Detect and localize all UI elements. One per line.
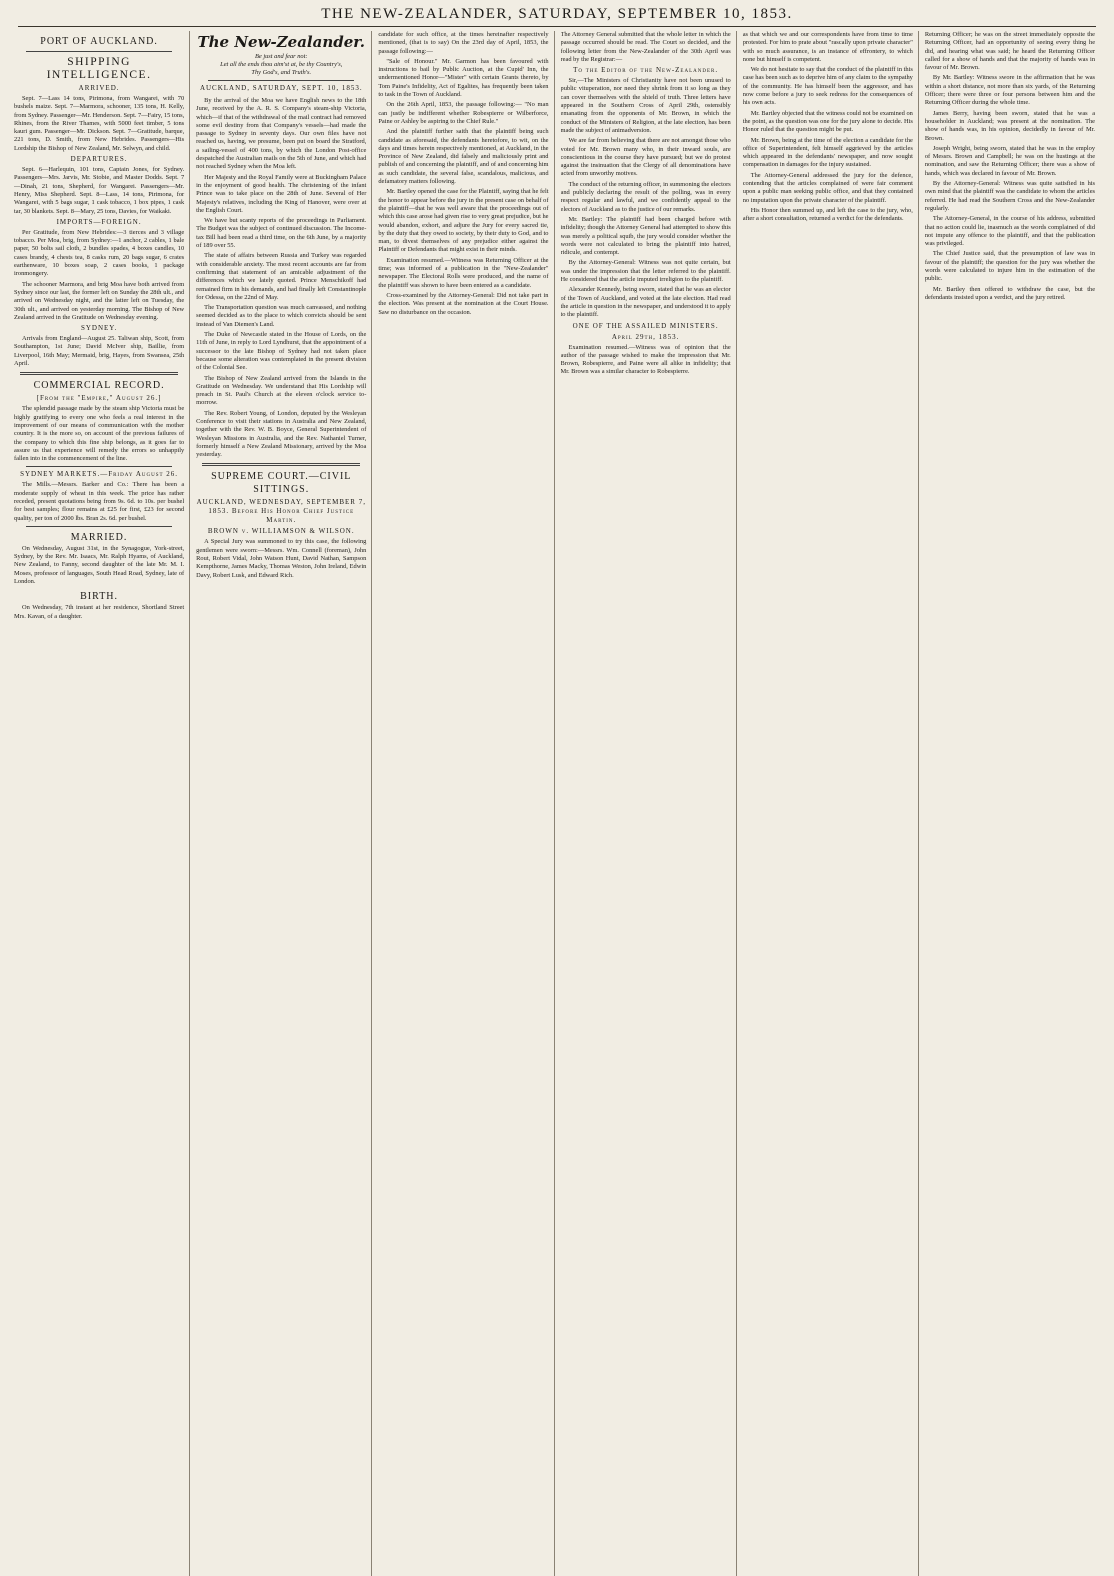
editorial-paragraph: Her Majesty and the Royal Family were at Buckingham Palace in the enjoyment of good health. The christening of the infant Prince was to take place on the 28th of June. Several of Her Majesty's relatives, including the King of Hanover, were over at the English Court. <box>196 173 367 214</box>
markets-text: The Mills.—Messrs. Barker and Co.: There has been a moderate supply of wheat in this week. The price has rather receded, present quotations being from 9s. 6d. to 10s. per bushel for best samples; flour remains at £25 for first, £23 for second quality, per ton of 2000 lbs. Bran 2s. 6d. per bushel. <box>14 481 185 522</box>
paper-name: The New-Zealander. <box>197 33 366 51</box>
port-title: PORT OF AUCKLAND. <box>40 36 158 47</box>
columns <box>14 31 1100 1576</box>
article-paragraph: His Honor then summed up, and left the case to the jury, who, after a short consultation, returned a verdict for the defendants. <box>742 206 913 223</box>
court-subtitle: AUCKLAND, WEDNESDAY, SEPTEMBER 7, 1853. Before His Honor Chief Justice Martin. <box>196 498 366 525</box>
arrived-text: Sept. 7—Lass 14 tons, Pirimona, from Wangarei, with 70 bushels maize. Sept. 7—Marmora, schooner, 135 tons, H. Kelly, from Sydney. Passenger—Mr. Henderson. Sept. 7—Fairy, 15 tons, Rhines, from the River Thames, with 5000 feet timber, 5 tons kauri gum. Passenger—Mr. Dickson. Sept. 7—Gratitude, barque, 221 tons, D. Smith, from New Hebrides. Passengers—His Lordship the Bishop of New Zealand, Mr. Selwyn, and child. <box>14 95 185 152</box>
column-2 <box>196 31 372 1576</box>
article-paragraph: We do not hesitate to say that the conduct of the plaintiff in this case has been such as to deprive him of any claim to the sympathy of the community. He has himself been the aggressor, and has now come before a jury to seek redress for the consequences of his own acts. <box>742 66 913 107</box>
divider <box>202 463 360 466</box>
imports-heading: IMPORTS—FOREIGN. <box>56 217 142 226</box>
article-paragraph: We are far from believing that there are not amongst those who voted for Mr. Brown many who, in their inward souls, are conscientious in the course they have pursued; but we do protest against the insinuation that the Clergy of all denominations have acted from unworthy motives. <box>560 137 731 178</box>
article-paragraph: The Chief Justice said, that the presumption of law was in favour of the plaintiff; the question for the jury was whether the words were calculated to injure him in the estimation of the public. <box>924 250 1096 283</box>
column-3 <box>378 31 554 1576</box>
sydney-text: Arrivals from England—August 25. Taliwan ship, Scott, from Southampton, 1st June; David McIver ship, Baillie, from Liverpool, 16th May; Mermaid, brig, Hayes, from Swansea, 25th April. <box>14 335 185 368</box>
married-title: MARRIED. <box>70 531 128 543</box>
commercial-text: The splendid passage made by the steam ship Victoria must be highly gratifying to every one who feels a real interest in the improvement of our means of communication with the mother country. It is the more so, on account of the previous failures of the company to which this fine ship belongs, as it goes far to assure us that experience will remedy the errors so unhappily fallen into in the commencement of the line. <box>14 405 185 463</box>
editorial-paragraph: The state of affairs between Russia and Turkey was regarded with considerable anxiety. The most recent accounts are far from confirming that statement of an amicable adjustment of the differences which we lately quoted. Prince Menschikoff had remained firm in his demands, and had finally left Constantinople for Odessa, on the 22nd of May. <box>196 252 367 301</box>
commercial-title: COMMERCIAL RECORD. <box>33 380 165 392</box>
editorial-paragraph: By the arrival of the Moa we have English news to the 18th June, received by the A. R. S. Company's steam-ship Victoria, which—if that of the withdrawal of the mail contract had removed some evil destiny from that Company's vessels—had made the passage to Sydney in seventy days. Our own files have not reached us, having, we presume, been put on board the Stratford, a sailing-vessel of 400 tons, by which the London Post-office despatched the Australian mails on the 5th of June, and which had not reached Sydney when the Moa left. <box>196 97 367 171</box>
editorial-paragraph: The Rev. Robert Young, of London, deputed by the Wesleyan Conference to visit their stations in Australia and New Zealand, together with the Rev. W. B. Boyce, General Superintendent of Wesleyan Missions in Australia, and the Rev. Nathaniel Turner, formerly himself a New Zealand Missionary, arrived by the Moa yesterday. <box>196 409 367 459</box>
divider <box>26 466 172 467</box>
sydney-heading: SYDNEY. <box>80 324 118 333</box>
running-masthead: THE NEW-ZEALANDER, SATURDAY, SEPTEMBER 10, 1853. <box>18 6 1096 27</box>
shipping-title: SHIPPING INTELLIGENCE. <box>46 56 152 81</box>
article-paragraph: candidate for such office, at the times hereinafter respectively mentioned, (that is to say) On the 23rd day of April, 1853, the passage following:— <box>378 31 549 55</box>
letter-title: To the Editor of the New-Zealander. <box>573 66 719 75</box>
motto-line-2: Let all the ends thou aim'st at, be thy Country's, <box>220 61 343 68</box>
departures-text: Sept. 6—Harlequin, 101 tons, Captain Jones, for Sydney. Passengers—Mrs. Jarvis, Mr. Stobie, and Master Dodds. Sept. 7—Dinah, 21 tons, Shepherd, for Wangarei. Passengers—Mr. Henry, Miss Shepherd. Sept. 8—Lass, 14 tons, Pirimona, for Wangarei, with 5 bags sugar, 1 cask tobacco, 1 box pipes, 1 cask tar, 30 blankets. Sept. 8—Mary, 25 tons, Davies, for Waikaki. <box>14 166 185 215</box>
birth-title: BIRTH. <box>80 591 119 603</box>
article-paragraph: Examination resumed.—Witness was of opinion that the author of the passage wished to make the impression that Mr. Brown, Robespierre, and Paine were all alike in infidelity; that Mr. Brown was a similar character to Robespierre. <box>560 343 731 376</box>
article-paragraph: "Sale of Honour." Mr. Garmon has been favoured with instructions to bail by Public Auction, at the Cupid' Inn, the undermentioned Honor—"Mister" with certain Grants thereto, by Tom Paine's Infidelity, Act of Egalites, has frequently been taken to task in the Town of Auckland. <box>378 57 549 99</box>
article-paragraph: Examination resumed.—Witness was Returning Officer at the time; was informed of a publication in the "New-Zealander" newspaper. The Electoral Rolls were produced, and the name of the plaintiff was shown to have been entered as a candidate. <box>378 256 549 289</box>
birth-text: On Wednesday, 7th instant at her residence, Shortland Street Mrs. Kavan, of a daughter. <box>14 604 185 620</box>
ministers-date: April 29th, 1853. <box>611 332 680 341</box>
article-paragraph: By the Attorney-General: Witness was quite satisfied in his own mind that the plaintiff was the candidate to whom the articles referred. He had read the Southern Cross and the New-Zealander regularly. <box>924 180 1096 212</box>
arrived-heading: ARRIVED. <box>78 84 120 92</box>
article-paragraph: as that which we and our correspondents have from time to time protested. For him to prate about "rascally upon private character" with so much assurance, is an instance of effrontery, to which none but himself is competent. <box>742 31 913 63</box>
divider <box>26 526 172 527</box>
article-paragraph: Cross-examined by the Attorney-General: Did not take part in the election. Was present at the nomination at the Court House. Saw no disturbance on the occasion. <box>378 291 549 316</box>
article-paragraph: Sir,—The Ministers of Christianity have not been unused to public vituperation, nor need they shrink from it so long as they can cover themselves with the shield of truth. Three letters have appeared in the Southern Cross of April 29th, ostensibly emanating from the opponents of Mr. Brown, in which the conduct of the Ministers of Religion, at the late election, has been made the subject of animadversion. <box>560 77 731 134</box>
married-text: On Wednesday, August 31st, in the Synagogue, York-street, Sydney, by the Rev. Mr. Isaacs, Mr. Ralph Hyams, of Auckland, New Zealand, to Fanny, second daughter of the late Mr. M. I. Moses, professor of languages, South Head Road, Sydney, late of London. <box>14 544 185 586</box>
article-paragraph: Returning Officer; he was on the street immediately opposite the Returning Officer, had an opportunity of seeing every thing he did, and hearing what was said; he heard the Returning Officer called for a show of hands and that the majority of hands was in favour of Mr. Brown. <box>924 31 1096 72</box>
editorial-paragraph: The Bishop of New Zealand arrived from the Islands in the Gratitude on Wednesday. We understand that His Lordship will preach in St. Paul's Church at the eleven o'clock service to-morrow. <box>196 374 367 407</box>
article-paragraph: Mr. Bartley objected that the witness could not be examined on the point, as the question was one for the jury alone to decide. His Honor ruled that the question might be put. <box>742 109 913 134</box>
court-text: A Special Jury was summoned to try this case, the following gentlemen were sworn:—Messrs. Wm. Connell (foreman), John Rout, Robert Vidal, John Watson Hunt, David Nathan, Sampson Kempthorne, James Macky, Thomas Weston, John Ireland, Edwin Davy, Robert Lusk, and Edward Rich. <box>196 538 367 579</box>
article-paragraph: The Attorney-General addressed the jury for the defence, contending that the articles complained of were fair comment upon a public man seeking public office, and that they contained no imputation upon the private character of the plaintiff. <box>742 171 913 204</box>
article-paragraph: On the 26th April, 1853, the passage following:— "No man can justly be indifferent whether Robespierre or Wilberforce, Paine or Ashley be aspiring to the Chief Rule." <box>378 101 549 125</box>
article-paragraph: The Attorney General submitted that the whole letter in which the passage occurred should be read. The Court so decided, and the following letter from the New-Zealander of the 30th April was read by the Registrar:— <box>560 31 731 63</box>
article-paragraph: And the plaintiff further saith that the plaintiff being such candidate as aforesaid, the defendants heretofore, to wit, on the days and times herein respectively mentioned, at Auckland, in the Province of New Zealand, did falsely and maliciously print and publish of and concerning the plaintiff, and of and concerning him as such candidate, the several false, scandalous, malicious, and defamatory matters following. <box>378 128 549 186</box>
column-5 <box>743 31 919 1576</box>
markets-heading: SYDNEY MARKETS.—Friday August 26. <box>20 470 179 479</box>
motto-line-1: Be just and fear not: <box>254 53 308 60</box>
article-paragraph: James Berry, having been sworn, stated that he was a householder in Auckland; was present at the nomination. The show of hands was, in his opinion, decidedly in favour of Mr. Brown. <box>924 109 1096 142</box>
departures-heading: DEPARTURES. <box>70 155 128 164</box>
article-paragraph: Mr. Bartley then offered to withdraw the case, but the defendants insisted upon a verdict, and the jury retired. <box>924 285 1096 301</box>
article-paragraph: The Attorney-General, in the course of his address, submitted that no action could lie, inasmuch as the words complained of did not impute any offence to the plaintiff, and that the publication was privileged. <box>924 215 1096 248</box>
article-paragraph: Mr. Bartley opened the case for the Plaintiff, saying that he felt the honor to appear before the jury in the present case on behalf of the plaintiff—that he was well aware that the proceedings out of which this case arose had given rise to very great prejudice, but he would abandon, exhort, and adjure the Jury for every sacred tie, by the duty that they owed to society, by their duty to God, and to man, to divest themselves of any prejudice either against the Plaintiff or Defendants that might exist in their minds. <box>378 188 549 254</box>
motto-line-3: Thy God's, and Truth's. <box>251 69 312 76</box>
article-paragraph: Mr. Brown, being at the time of the election a candidate for the office of Superintendent, felt himself aggrieved by the articles which appeared in the defendants' newspaper, and now sought compensation in damages for the injury sustained. <box>742 136 913 169</box>
editorial-paragraph: The Duke of Newcastle stated in the House of Lords, on the 11th of June, in reply to Lord Lyndhurst, that the appointment of a successor to the late Bishop of Sydney had not taken place because some alteration was contemplated in the present division of the Colonial See. <box>196 331 367 372</box>
court-title: SUPREME COURT.—CIVIL SITTINGS. <box>211 471 352 496</box>
column-6 <box>925 31 1100 1576</box>
ministers-signature: ONE OF THE ASSAILED MINISTERS. <box>572 321 719 330</box>
article-paragraph: Joseph Wright, being sworn, stated that he was in the employ of Messrs. Brown and Campbell; he was on the hustings at the nomination, and saw the Returning Officer; there was a show of hands, which was declared in favour of Mr. Brown. <box>924 144 1096 177</box>
column-4 <box>561 31 737 1576</box>
editorial-paragraph: We have but scanty reports of the proceedings in Parliament. The Budget was the subject of continued discussion. The Income-tax Bill had been read a third time, on the 6th June, by a majority of 189 over 55. <box>196 217 367 250</box>
editorial-paragraph: The Transportation question was much canvassed, and nothing seemed decided as to the place to which convicts should be sent instead of Van Diemen's Land. <box>196 304 367 328</box>
article-paragraph: By the Attorney-General: Witness was not quite certain, but was under the impression that the letter referred to the plaintiff. He considered that the article imputed irreligion to the plaintiff. <box>560 259 731 284</box>
divider <box>20 372 178 375</box>
article-paragraph: The conduct of the returning officer, in summoning the electors and publicly declaring the result of the polling, was in every respect regular and lawful, and we confidently appeal to the electors of Auckland as to the justice of our remarks. <box>560 180 731 213</box>
dateline: AUCKLAND, SATURDAY, SEPT. 10, 1853. <box>199 84 363 92</box>
divider <box>26 51 172 52</box>
schooner-text: The schooner Marmora, and brig Moa have both arrived from Sydney since our last, the former left on Sunday the 28th ult., and arrived on Wednesday night, and the latter left on Tuesday, the 30th ult., and arrived on yesterday morning. The Bishop of New Zealand arrived in the Gratitude on Wednesday evening. <box>14 280 185 321</box>
article-paragraph: Alexander Kennedy, being sworn, stated that he was an elector of the Town of Auckland, and voted at the late election. Had read the article in question in the newspaper, and understood it to apply to the plaintiff. <box>560 286 731 319</box>
article-paragraph: By Mr. Bartley: Witness swore in the affirmation that he was within a short distance, not more than six yards, of the Returning Officer; there were three or four persons between him and the Returning Officer during the whole time. <box>924 74 1096 107</box>
court-case: BROWN v. WILLIAMSON & WILSON. <box>207 527 355 536</box>
commercial-source: [From the "Empire," August 26.] <box>36 394 162 403</box>
column-1 <box>14 31 190 1576</box>
article-paragraph: Mr. Bartley: The plaintiff had been charged before with infidelity; though the Attorney General had attempted to show this was merely a political squib, the jury would consider whether the words were not calculated to bring the plaintiff into hatred, ridicule, and contempt. <box>560 215 731 257</box>
imports-text: Per Gratitude, from New Hebrides:—3 tierces and 3 village tobacco. Per Moa, brig, from Sydney:—1 anchor, 2 cables, 1 bale paper, 50 bolts sail cloth, 2 bundles spades, 4 boxes candles, 10 cases brandy, 4 chests tea, 8 casks rum, 20 bags sugar, 6 crates earthenware, 10 boxes soap, 2 cases books, 1 package ironmongery. <box>14 228 185 278</box>
divider <box>208 80 354 81</box>
